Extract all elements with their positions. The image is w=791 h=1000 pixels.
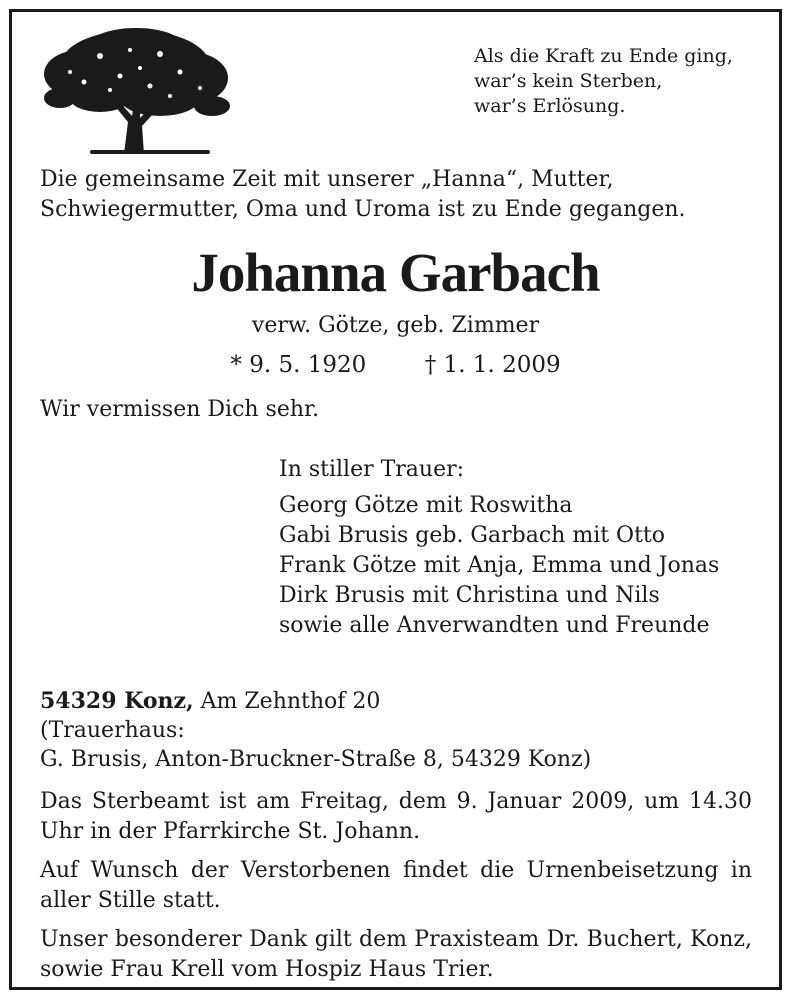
mourner: Dirk Brusis mit Christina und Nils	[279, 583, 660, 608]
mourner: Frank Götze mit Anja, Emma und Jonas	[279, 553, 720, 578]
address-street: Am Zehnthof 20	[193, 689, 381, 714]
intro-text: Die gemeinsame Zeit mit unserer „Hanna“, Mutter, Schwiegermutter, Oma und Uroma ist zu Ende gegangen.	[40, 167, 686, 222]
mourner: Gabi Brusis geb. Garbach mit Otto	[279, 523, 666, 548]
thanks-text: Unser besonderer Dank gilt dem Praxisteam Dr. Buchert, Konz, sowie Frau Krell vom Hospiz Haus Trier.	[40, 927, 752, 982]
deceased-name: Johanna Garbach	[191, 242, 600, 303]
quote	[474, 44, 733, 119]
address-block	[40, 687, 591, 774]
quote-line: war’s Erlösung.	[474, 95, 626, 117]
death-date: † 1. 1. 2009	[424, 352, 561, 378]
quote-line: Als die Kraft zu Ende ging,	[474, 45, 733, 67]
mourners-list	[279, 455, 719, 641]
address-city: 54329 Konz,	[40, 688, 194, 714]
tree-icon	[40, 26, 232, 158]
address-line: G. Brusis, Anton-Bruckner-Straße 8, 54329 Konz)	[40, 747, 592, 772]
burial-info: Auf Wunsch der Verstorbenen findet die Urnenbeisetzung in aller Stille statt.	[40, 858, 752, 913]
address-line: (Trauerhaus:	[40, 718, 185, 743]
mass-info: Das Sterbeamt ist am Freitag, dem 9. Januar 2009, um 14.30 Uhr in der Pfarrkirche St. Johann.	[40, 789, 752, 844]
mourner: Georg Götze mit Roswitha	[279, 493, 573, 518]
mourners-heading: In stiller Trauer:	[279, 457, 465, 482]
mourner: sowie alle Anverwandten und Freunde	[279, 613, 710, 638]
birth-date: * 9. 5. 1920	[230, 352, 367, 378]
life-dates	[0, 352, 791, 378]
quote-line: war’s kein Sterben,	[474, 70, 663, 92]
maiden-name: verw. Götze, geb. Zimmer	[251, 313, 540, 338]
miss-line: Wir vermissen Dich sehr.	[40, 397, 320, 422]
